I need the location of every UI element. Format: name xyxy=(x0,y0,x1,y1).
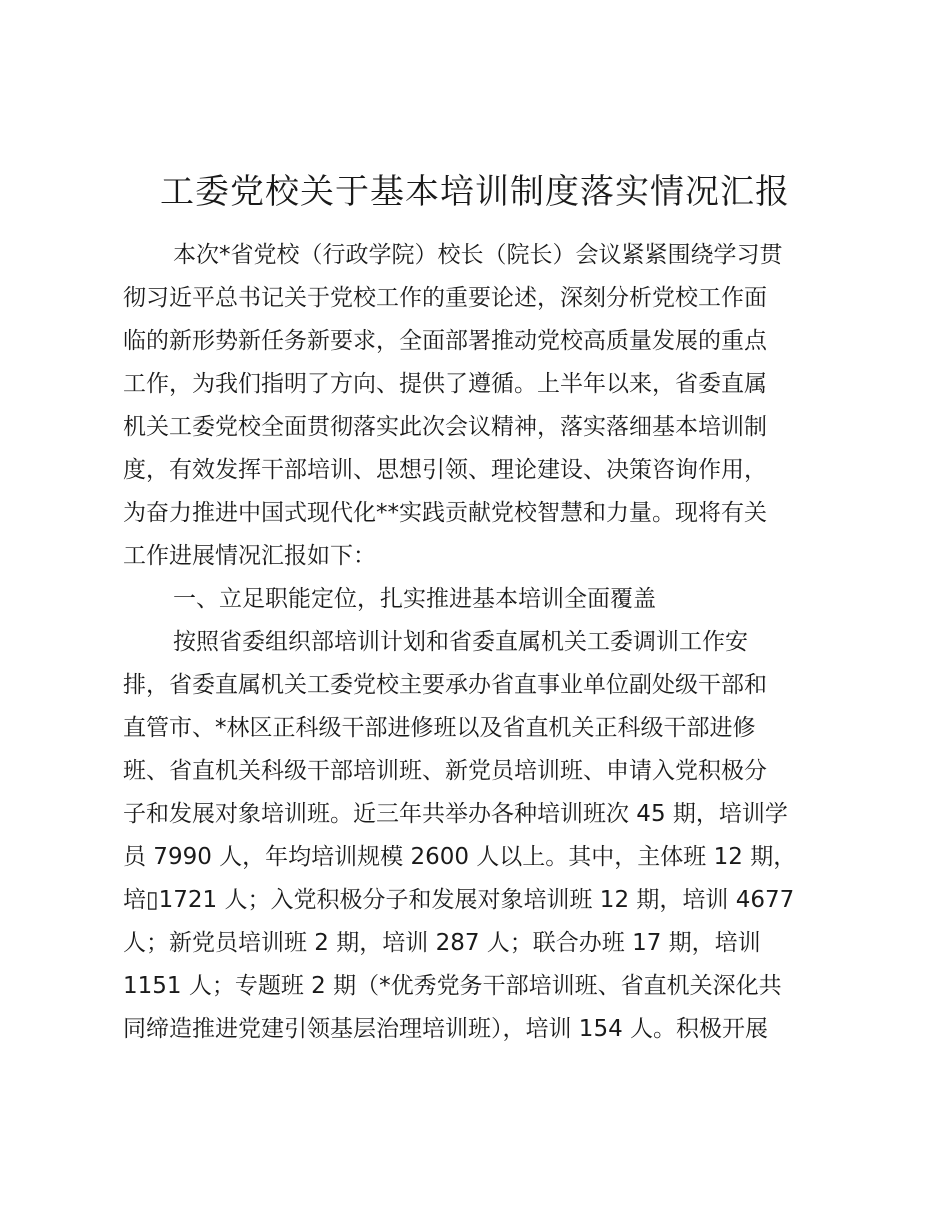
document-body xyxy=(123,234,843,1051)
paragraph-line: 工作进展情况汇报如下： xyxy=(123,543,376,569)
paragraph-line: 员 7990 人，年均培训规模 2600 人以上。其中，主体班 12 期， xyxy=(123,844,797,870)
paragraph-line: 1151 人；专题班 2 期（*优秀党务干部培训班、省直机关深化共 xyxy=(123,973,782,999)
paragraph-line: 直管市、*林区正科级干部进修班以及省直机关正科级干部进修 xyxy=(123,715,756,741)
paragraph-line: 本次*省党校（行政学院）校长（院长）会议紧紧围绕学习贯 xyxy=(173,242,783,268)
paragraph-line: 培▯1721 人；入党积极分子和发展对象培训班 12 期，培训 4677 xyxy=(123,887,795,913)
paragraph-line: 机关工委党校全面贯彻落实此次会议精神，落实落细基本培训制 xyxy=(123,414,767,440)
paragraph-line: 度，有效发挥干部培训、思想引领、理论建设、决策咨询作用， xyxy=(123,457,767,483)
section-heading: 一、立足职能定位，扎实推进基本培训全面覆盖 xyxy=(173,586,656,612)
paragraph-line: 子和发展对象培训班。近三年共举办各种培训班次 45 期，培训学 xyxy=(123,801,788,827)
document-title: 工委党校关于基本培训制度落实情况汇报 xyxy=(160,172,790,212)
paragraph-line: 按照省委组织部培训计划和省委直属机关工委调训工作安 xyxy=(173,629,748,655)
paragraph-line: 为奋力推进中国式现代化**实践贡献党校智慧和力量。现将有关 xyxy=(123,500,767,526)
paragraph-line: 工作，为我们指明了方向、提供了遵循。上半年以来，省委直属 xyxy=(123,371,767,397)
paragraph-line: 临的新形势新任务新要求，全面部署推动党校高质量发展的重点 xyxy=(123,328,767,354)
paragraph-line: 同缔造推进党建引领基层治理培训班），培训 154 人。积极开展 xyxy=(123,1016,769,1042)
paragraph-line: 班、省直机关科级干部培训班、新党员培训班、申请入党积极分 xyxy=(123,758,767,784)
paragraph-line: 人；新党员培训班 2 期，培训 287 人；联合办班 17 期，培训 xyxy=(123,930,761,956)
paragraph-line: 排，省委直属机关工委党校主要承办省直事业单位副处级干部和 xyxy=(123,672,767,698)
paragraph-line: 彻习近平总书记关于党校工作的重要论述，深刻分析党校工作面 xyxy=(123,285,767,311)
